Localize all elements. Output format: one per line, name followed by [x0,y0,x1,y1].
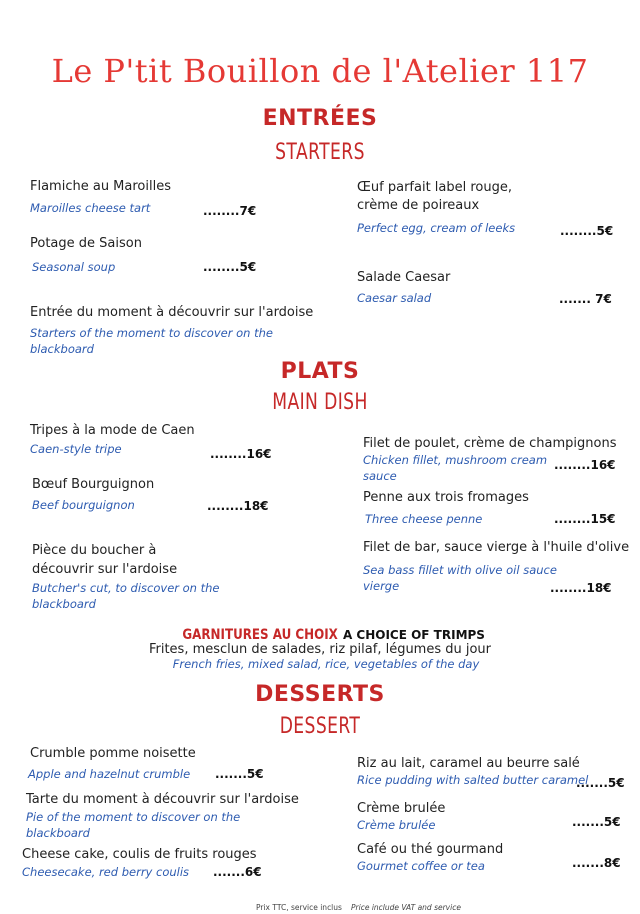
main-1-en: Caen-style tripe [30,442,122,456]
desserts-heading-fr: DESSERTS [255,682,385,707]
garnitures-en: French fries, mixed salad, rice, vegetables of the day [172,657,480,671]
main-5-price: ........15€ [554,512,616,526]
main-5-fr: Penne aux trois fromages [363,490,529,505]
dessert-3-fr: Cheese cake, coulis de fruits rouges [22,847,257,862]
main-4-price: ........16€ [554,458,616,472]
dessert-4-fr: Riz au lait, caramel au beurre salé [357,756,580,771]
starter-5-en: Caesar salad [357,291,432,305]
garnitures-heading-fr: GARNITURES AU CHOIX [182,627,338,643]
main-6-fr: Filet de bar, sauce vierge à l'huile d'olive [363,540,630,555]
starter-1-en: Maroilles cheese tart [30,201,151,215]
dessert-5-en: Crème brulée [357,818,436,832]
starter-2-price: ........5€ [203,260,257,274]
garnitures-heading-en: A CHOICE OF TRIMPS [342,628,485,642]
starter-4-en: Perfect egg, cream of leeks [357,221,516,235]
dessert-6-fr: Café ou thé gourmand [357,842,504,857]
starter-4-fr-line2: crème de poireaux [357,198,480,213]
footer-en: Price include VAT and service [351,903,461,912]
dessert-1-fr: Crumble pomme noisette [30,746,196,761]
main-1-fr: Tripes à la mode de Caen [30,423,195,438]
main-3-en-line2: blackboard [32,597,96,611]
main-2-fr: Bœuf Bourguignon [32,477,155,492]
main-3-en-line1: Butcher's cut, to discover on the [32,581,220,595]
garnitures-heading [0,624,640,643]
dessert-5-price: .......5€ [572,815,621,829]
dessert-4-en: Rice pudding with salted butter caramel [357,773,589,787]
dessert-1-price: .......5€ [215,767,264,781]
main-1-price: ........16€ [210,447,272,461]
dessert-5-fr: Crème brulée [357,801,446,816]
main-2-price: ........18€ [207,499,269,513]
starter-5-fr: Salade Caesar [357,270,451,285]
main-4-en-line1: Chicken fillet, mushroom cream [363,453,548,467]
dessert-1-en: Apple and hazelnut crumble [28,767,191,781]
starter-2-fr: Potage de Saison [30,236,142,251]
starters-heading-en: STARTERS [275,140,365,165]
main-6-en-line1: Sea bass fillet with olive oil sauce [363,563,557,577]
starter-3-fr: Entrée du moment à découvrir sur l'ardoise [30,305,314,320]
main-3-fr-line2: découvrir sur l'ardoise [32,562,178,577]
starters-heading-fr: ENTRÉES [262,106,378,131]
mains-heading-en: MAIN DISH [272,390,368,415]
dessert-3-price: .......6€ [213,865,262,879]
dessert-3-en: Cheesecake, red berry coulis [22,865,190,879]
starter-3-en-line2: blackboard [30,342,94,356]
main-2-en: Beef bourguignon [32,498,135,512]
starter-1-price: ........7€ [203,204,257,218]
mains-heading-fr: PLATS [280,359,360,384]
dessert-2-en-line1: Pie of the moment to discover on the [26,810,241,824]
main-4-en-line2: sauce [363,469,397,483]
garnitures-fr: Frites, mesclun de salades, riz pilaf, légumes du jour [148,642,492,657]
dessert-2-fr: Tarte du moment à découvrir sur l'ardoise [26,792,299,807]
main-6-price: ........18€ [550,581,612,595]
main-3-fr-line1: Pièce du boucher à [32,543,157,558]
dessert-2-en-line2: blackboard [26,826,90,840]
dessert-6-en: Gourmet coffee or tea [357,859,485,873]
starter-5-price: ....... 7€ [559,292,612,306]
starter-2-en: Seasonal soup [32,260,116,274]
dessert-4-price: .......5€ [576,776,625,790]
starter-3-en-line1: Starters of the moment to discover on the [30,326,273,340]
footer-fr: Prix TTC, service inclus [256,903,342,912]
restaurant-title: Le P'tit Bouillon de l'Atelier 117 [51,52,589,90]
dessert-6-price: .......8€ [572,856,621,870]
starter-4-price: ........5€ [560,224,614,238]
main-6-en-line2: vierge [363,579,400,593]
starter-4-fr-line1: Œuf parfait label rouge, [357,180,513,195]
starter-1-fr: Flamiche au Maroilles [30,179,171,194]
main-4-fr: Filet de poulet, crème de champignons [363,436,617,451]
main-5-en: Three cheese penne [365,512,483,526]
desserts-heading-en: DESSERT [279,714,361,739]
